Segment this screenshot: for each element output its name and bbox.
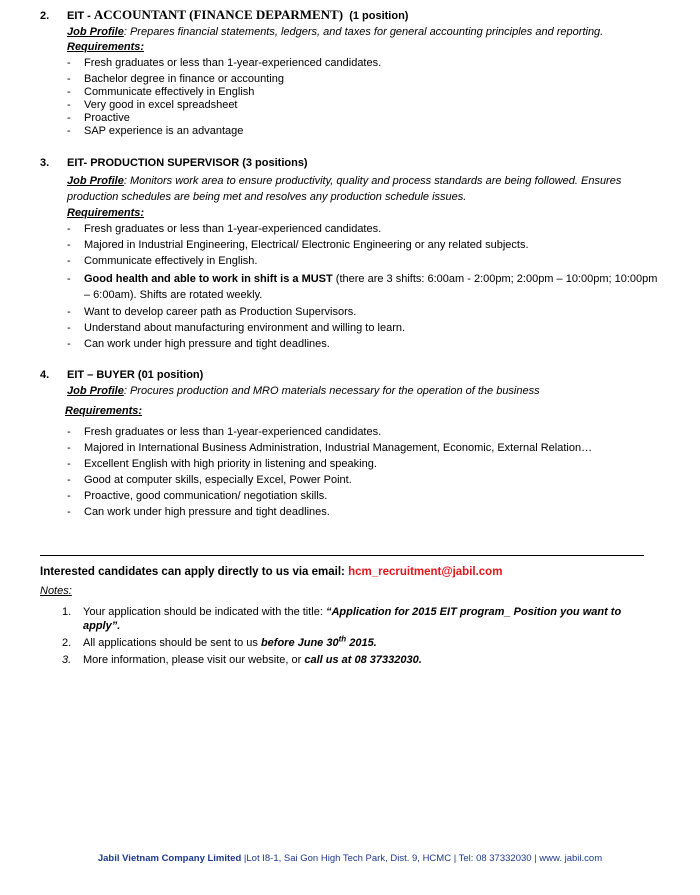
requirements-label: Requirements: — [65, 405, 143, 417]
section-heading — [40, 8, 660, 23]
list-item: - Can work under high pressure and tight deadlines. — [67, 338, 660, 351]
section-title: EIT – BUYER (01 position) — [67, 369, 204, 381]
note-emphasis: before June 30 — [260, 637, 339, 649]
list-item: - Fresh graduates or less than 1-year-experienced candidates. — [67, 426, 660, 439]
footer-details: |Lot I8-1, Sai Gon High Tech Park, Dist. 9, HCMC | Tel: 08 37332030 | www. jabil.com — [241, 853, 603, 864]
list-item: - Excellent English with high priority in listening and speaking. — [67, 458, 660, 471]
section-number: 3. — [40, 157, 50, 169]
note-number: 3. — [62, 654, 72, 666]
note-text: More information, please visit our website, or — [83, 654, 305, 666]
apply-instructions — [40, 566, 502, 579]
list-item: - Want to develop career path as Production Supervisors. — [67, 306, 660, 319]
section-title-prefix: EIT - — [67, 10, 94, 22]
notes-label: Notes — [40, 585, 69, 597]
list-item: - Fresh graduates or less than 1-year-experienced candidates. — [67, 223, 660, 236]
list-item: - Majored in Industrial Engineering, Electrical/ Electronic Engineering or any related subjects. — [67, 239, 660, 252]
job-profile-label: Job Profile — [67, 175, 124, 187]
section-buyer — [40, 369, 660, 522]
list-item: - Fresh graduates or less than 1-year-experienced candidates. — [67, 57, 660, 70]
horizontal-divider — [40, 555, 644, 556]
section-title: EIT- PRODUCTION SUPERVISOR (3 positions) — [67, 157, 308, 169]
job-profile-label: Job Profile — [67, 385, 124, 397]
requirements-list — [40, 223, 660, 351]
note-item — [40, 636, 652, 650]
job-profile — [67, 173, 660, 205]
list-item-shift — [67, 271, 660, 303]
list-item: - Bachelor degree in finance or accounting — [67, 73, 660, 86]
section-title-positions: (1 position) — [349, 10, 409, 22]
shift-requirement-text: (there are 3 shifts: 6:00am - 2:00pm; 2:00pm – 10:00pm; 10:00pm – 6:00am). Shifts are rotated weekly. — [84, 273, 658, 301]
job-profile-text: : Monitors work area to ensure productivity, quality and process standards are being followed. Ensures production schedules are being met and resolves any production schedule issues. — [67, 175, 622, 203]
note-superscript: th — [338, 634, 347, 644]
list-item: - Very good in excel spreadsheet — [67, 99, 660, 112]
job-profile-label: Job Profile — [67, 26, 124, 38]
section-heading — [40, 157, 660, 170]
requirements-list — [40, 426, 660, 519]
job-profile — [67, 385, 660, 398]
notes-list — [40, 605, 652, 670]
requirements-list — [40, 57, 660, 138]
apply-text: Interested candidates can apply directly to us via email: — [40, 566, 349, 578]
list-item: - Understand about manufacturing environment and willing to learn. — [67, 322, 660, 335]
note-emphasis: call us at 08 37332030. — [304, 654, 422, 666]
note-text: All applications should be sent to us — [83, 637, 261, 649]
shift-requirement-bold: Good health and able to work in shift is a MUST — [84, 273, 333, 285]
note-item — [40, 653, 652, 667]
list-item: - Proactive — [67, 112, 660, 125]
job-profile-text: : Procures production and MRO materials necessary for the operation of the business — [123, 385, 540, 397]
page-footer — [0, 852, 700, 865]
list-item: - Majored in International Business Administration, Industrial Management, Economic, External Relation… — [67, 442, 660, 455]
section-number: 2. — [40, 10, 50, 22]
note-emphasis: “Application for 2015 EIT program_ Position you want to apply”. — [83, 606, 622, 632]
list-item: - Communicate effectively in English — [67, 86, 660, 99]
list-item: - SAP experience is an advantage — [67, 125, 660, 138]
section-number: 4. — [40, 369, 50, 381]
list-item: - Can work under high pressure and tight deadlines. — [67, 506, 660, 519]
job-profile-text: : Prepares financial statements, ledgers, and taxes for general accounting principles and reporting. — [123, 26, 604, 38]
note-item — [40, 605, 652, 633]
list-item: - Communicate effectively in English. — [67, 255, 660, 268]
section-production-supervisor — [40, 157, 660, 354]
list-item: - Good at computer skills, especially Excel, Power Point. — [67, 474, 660, 487]
email-link[interactable]: hcm_recruitment@jabil.com — [348, 566, 503, 578]
notes-heading: Notes: — [40, 585, 72, 597]
section-heading — [40, 369, 660, 382]
note-number: 2. — [62, 637, 72, 649]
note-number: 1. — [62, 606, 72, 618]
requirements-heading: Requirements: — [67, 207, 145, 219]
note-text: Your application should be indicated with the title: — [83, 606, 326, 618]
job-profile — [67, 26, 660, 39]
requirements-label: Requirements: — [67, 41, 145, 53]
note-emphasis-year: 2015. — [346, 637, 377, 649]
footer-company: Jabil Vietnam Company Limited — [97, 853, 242, 864]
requirements-label: Requirements — [67, 207, 141, 219]
section-accountant — [40, 8, 660, 138]
list-item: - Proactive, good communication/ negotiation skills. — [67, 490, 660, 503]
section-title: ACCOUNTANT (FINANCE DEPARMENT) — [93, 7, 344, 22]
